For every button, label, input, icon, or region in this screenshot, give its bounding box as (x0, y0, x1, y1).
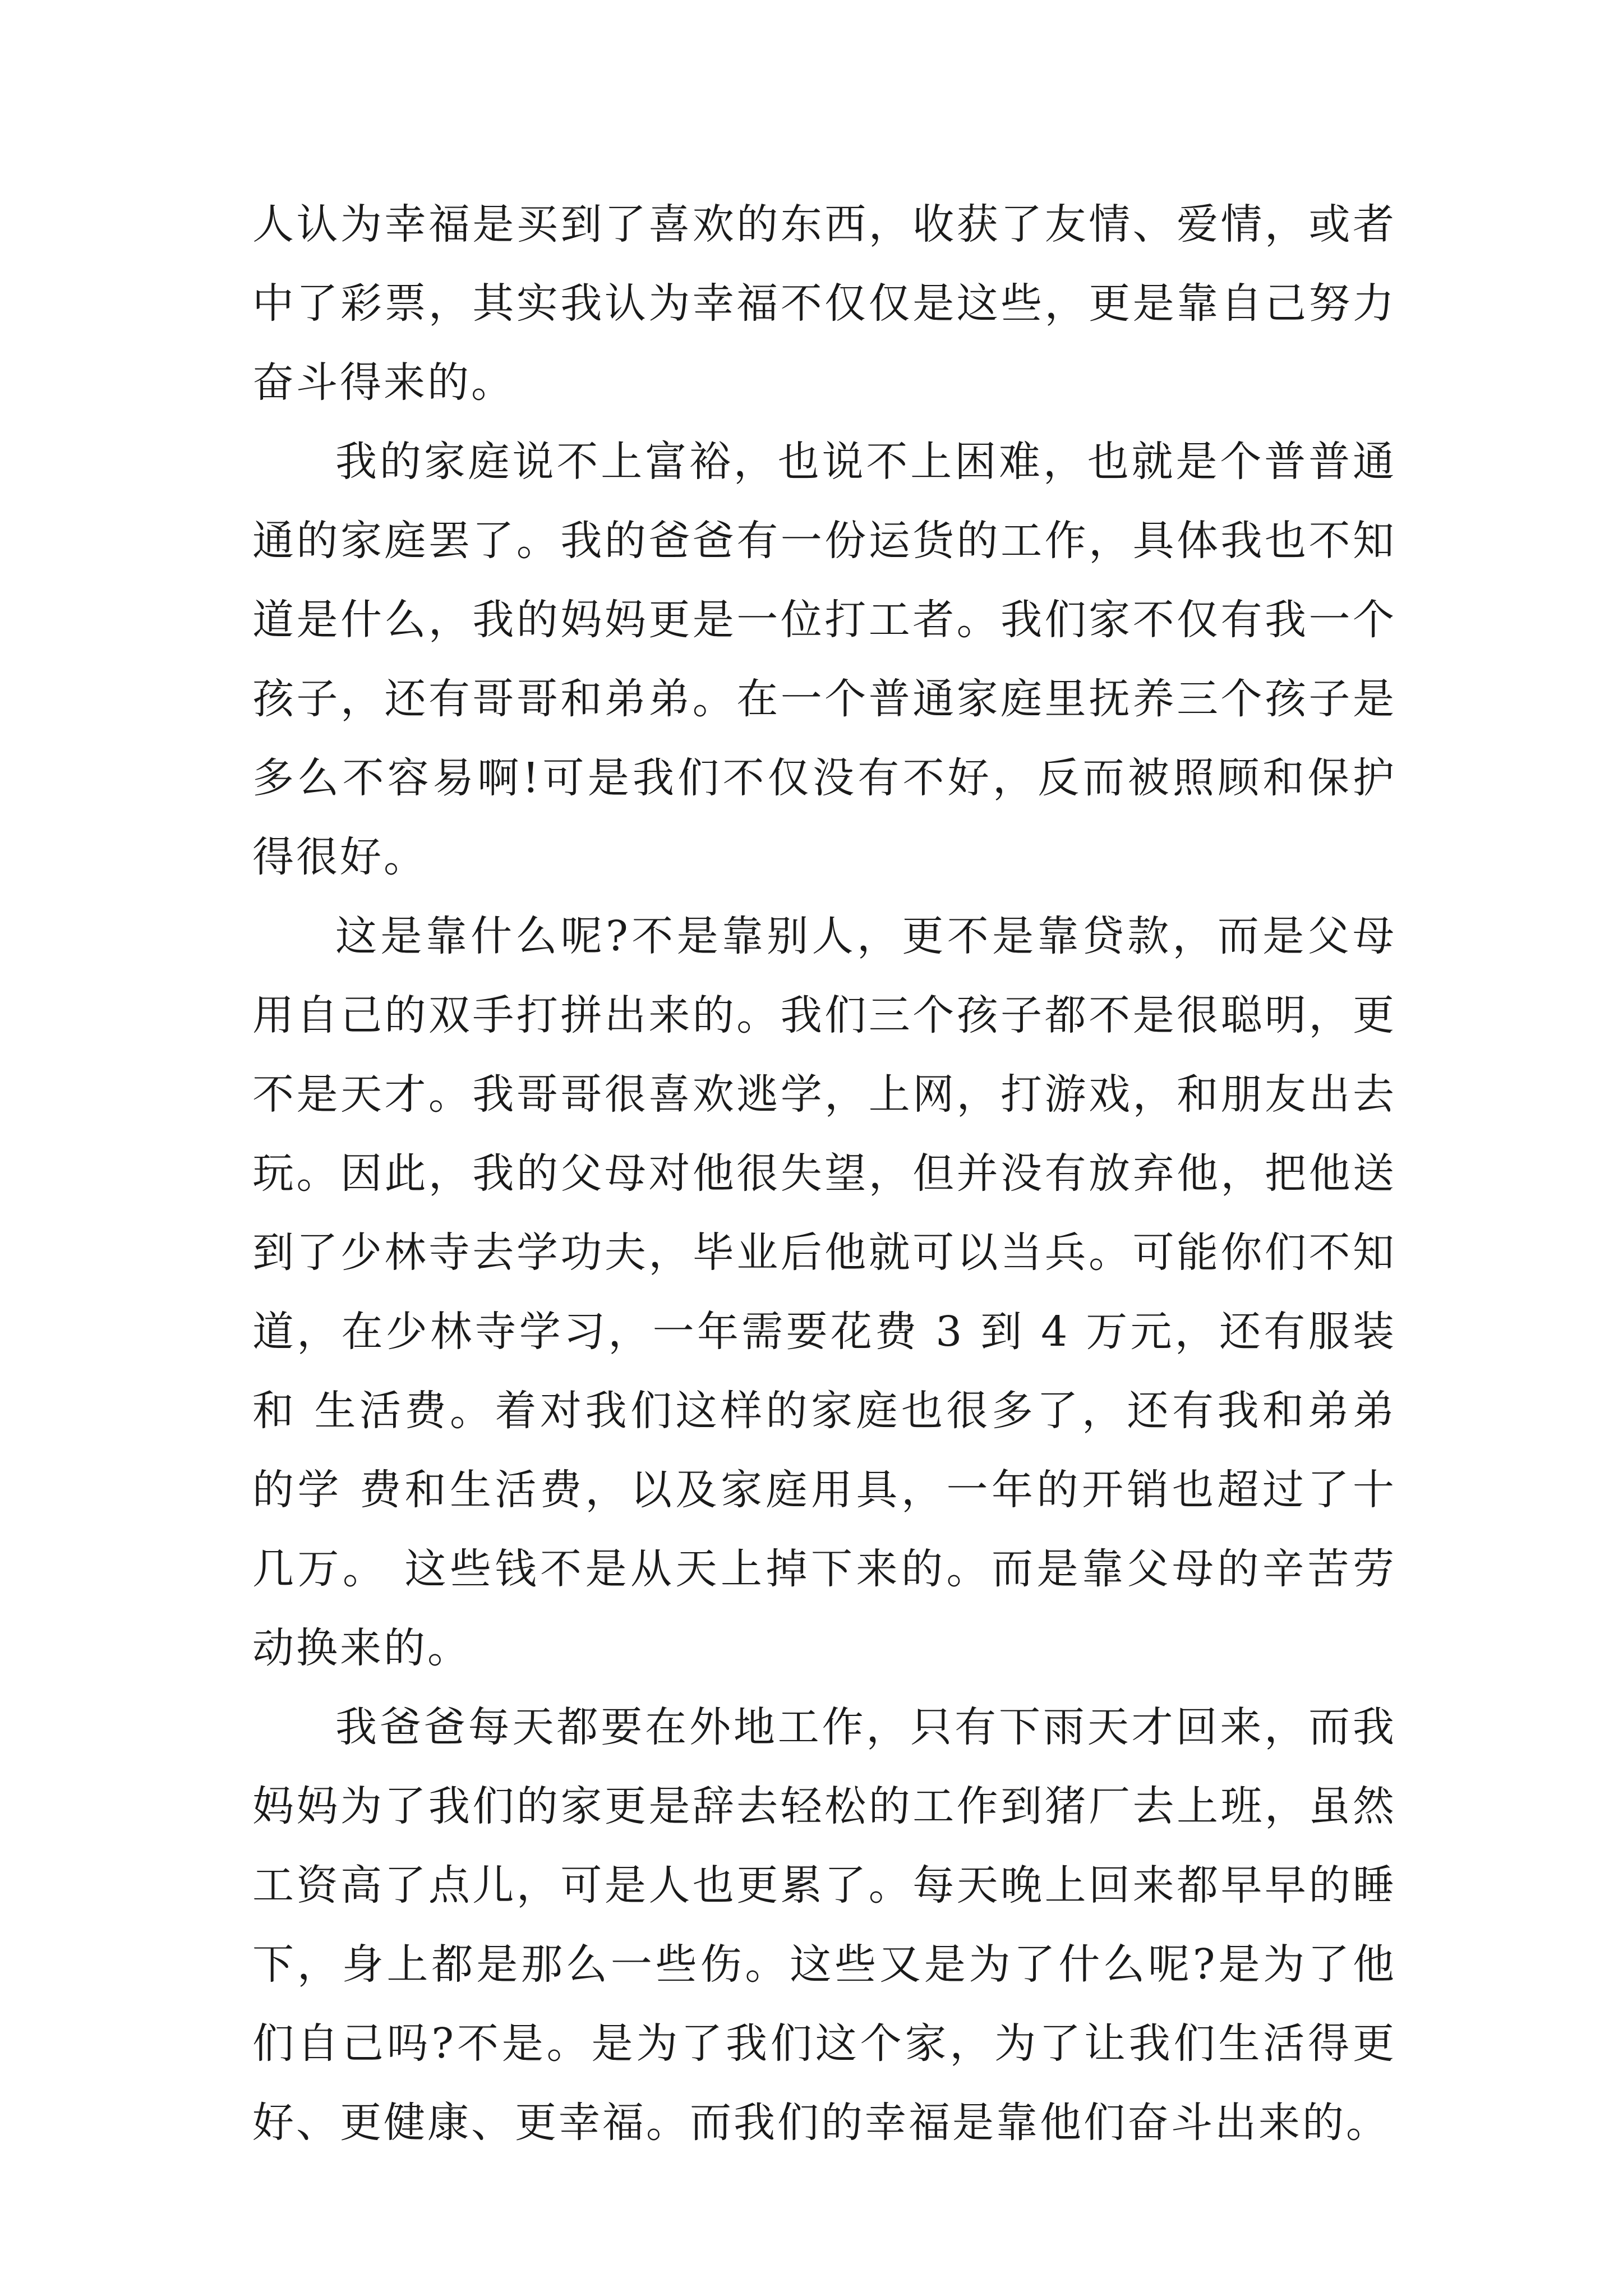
text-line: 中了彩票，其实我认为幸福不仅仅是这些，更是靠自己努力 (252, 279, 1396, 328)
text-line: 不是天才。我哥哥很喜欢逃学，上网，打游戏，和朋友出去 (252, 1070, 1396, 1119)
text-line: 费和生活费，以及家庭用具，一年的开销也超过了十几万。 (252, 1466, 1397, 1593)
text-line: 们自己吗?不是。是为了我们这个家，为了让我们生活得更 (252, 2019, 1396, 2068)
text-line: 我的家庭说不上富裕，也说不上困难，也就是个普普通 (335, 438, 1396, 486)
text-line: 通的家庭罢了。我的爸爸有一份运货的工作，具体我也不知 (252, 517, 1396, 565)
text-line: 道，在少林寺学习，一年需要花费 3 到 4 万元，还有服装和 (252, 1308, 1396, 1435)
text-line: 下，身上都是那么一些伤。这些又是为了什么呢?是为了他 (252, 1940, 1396, 1989)
paragraph (252, 1688, 1396, 2162)
text-line: 工资高了点儿，可是人也更累了。每天晚上回来都早早的睡 (252, 1861, 1396, 1910)
text-line: 玩。因此，我的父母对他很失望，但并没有放弃他，把他送 (252, 1149, 1396, 1198)
text-line: 生活费。着对我们这样的家庭也很多了，还有我和弟弟的学 (252, 1387, 1396, 1514)
text-line: 奋斗得来的。 (252, 358, 515, 407)
text-line: 我爸爸每天都要在外地工作，只有下雨天才回来，而我 (335, 1703, 1396, 1751)
text-line: 妈妈为了我们的家更是辞去轻松的工作到猪厂去上班，虽然 (252, 1782, 1396, 1830)
paragraph (252, 422, 1396, 897)
text-line: 得很好。 (252, 833, 427, 881)
text-line: 用自己的双手打拼出来的。我们三个孩子都不是很聪明，更 (252, 991, 1396, 1039)
text-line: 这是靠什么呢?不是靠别人，更不是靠贷款，而是父母 (335, 912, 1396, 960)
paragraph (252, 897, 1396, 1688)
paragraph (252, 185, 1396, 422)
text-line: 人认为幸福是买到了喜欢的东西，收获了友情、爱情，或者 (252, 200, 1396, 249)
text-line: 好、更健康、更幸福。而我们的幸福是靠他们奋斗出来的。 (252, 2099, 1390, 2147)
text-line: 这些钱不是从天上掉下来的。而是靠父母的辛苦劳动换来的。 (252, 1545, 1397, 1672)
text-line: 多么不容易啊!可是我们不仅没有不好，反而被照顾和保护 (252, 754, 1396, 802)
text-line: 道是什么，我的妈妈更是一位打工者。我们家不仅有我一个 (252, 596, 1396, 644)
text-line: 孩子，还有哥哥和弟弟。在一个普通家庭里抚养三个孩子是 (252, 675, 1396, 723)
body-text (252, 185, 1396, 2162)
text-line: 到了少林寺去学功夫，毕业后他就可以当兵。可能你们不知 (252, 1228, 1396, 1277)
